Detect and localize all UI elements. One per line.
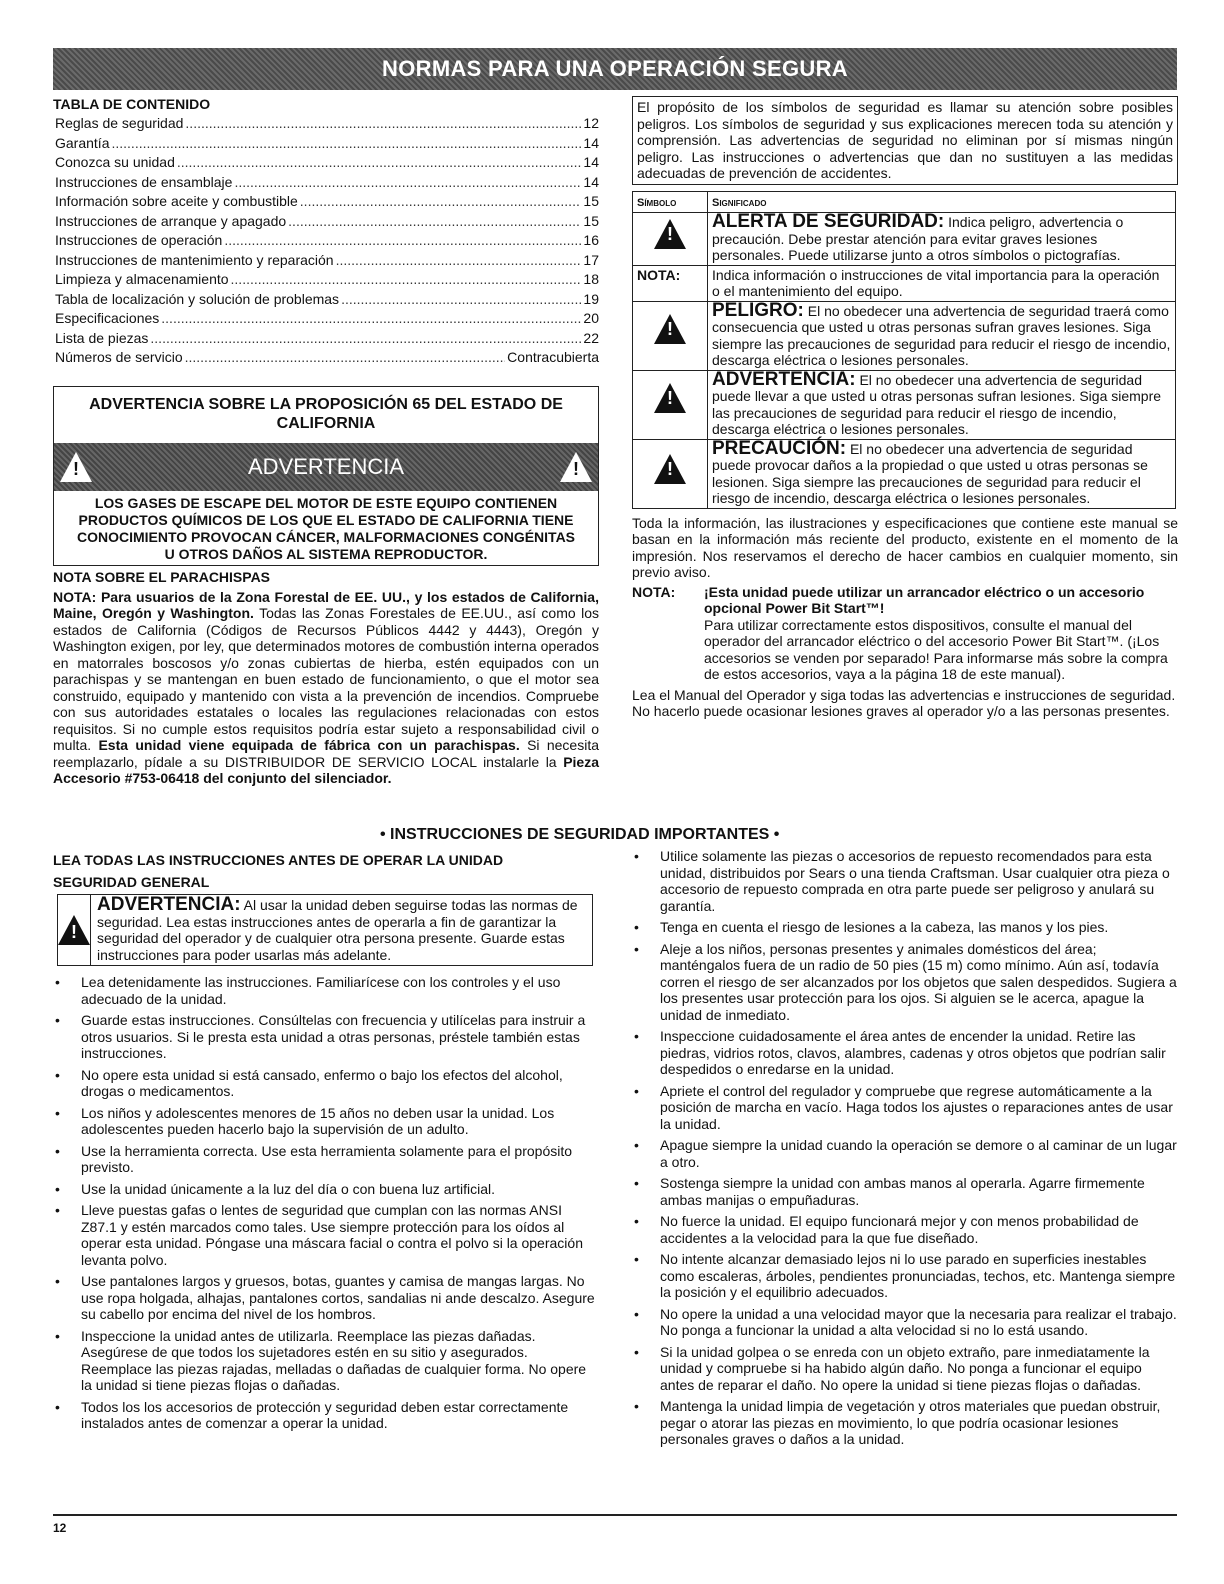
nota-2 <box>632 584 1178 683</box>
prop65-box <box>53 386 599 566</box>
list-item-text: Sostenga siempre la unidad con ambas manos al operarla. Agarre firmemente ambas manijas o empuñaduras. <box>660 1175 1145 1208</box>
toc-label: Lista de piezas <box>55 329 149 346</box>
list-item-text: Use la herramienta correcta. Use esta herramienta solamente para el propósito previsto. <box>81 1142 573 1175</box>
list-item <box>53 1181 599 1198</box>
toc-item <box>55 348 599 368</box>
spark-lead: NOTA: Para usuarios de la Zona Forestal de EE. UU., y los estados de California, Maine, Oregón y Washington. <box>53 588 599 621</box>
read-all-heading: LEA TODAS LAS INSTRUCCIONES ANTES DE OPERAR LA UNIDAD <box>53 852 504 868</box>
list-item-text: No opere esta unidad si está cansado, enfermo o bajo los efectos del alcohol, drogas o medicamentos. <box>81 1066 563 1099</box>
bullet-icon: • <box>634 1028 639 1044</box>
list-item <box>53 1202 599 1268</box>
toc-label: Especificaciones <box>55 310 160 326</box>
warning-triangle-icon: ! <box>58 915 90 945</box>
toc-page: 19 <box>583 290 599 307</box>
bullet-icon: • <box>634 1398 639 1414</box>
bullet-icon: • <box>55 1398 60 1415</box>
bullet-icon: • <box>634 1343 639 1360</box>
toc-label: Información sobre aceite y combustible <box>55 193 298 209</box>
list-item <box>632 1175 1178 1208</box>
list-item-text: Inspeccione cuidadosamente el área antes de encender la unidad. Retire las piedras, vidrios rotos, clavos, alambres, cadenas y otros objetos que podrían salir despedidos o enredarse en la unidad. <box>660 1028 1166 1077</box>
toc-label: Conozca su unidad <box>55 154 175 170</box>
list-item-text: Use la unidad únicamente a la luz del día o con buena luz artificial. <box>81 1180 496 1197</box>
list-item-text: Use pantalones largos y gruesos, botas, guantes y camisa de mangas largas. No use ropa holgada, alhajas, pantalones cortos, sandalias ni ande descalzo. Asegure su cabello por encima del nivel de los hombros. <box>81 1273 595 1322</box>
toc-item <box>55 231 599 251</box>
bullet-icon: • <box>55 1142 60 1159</box>
toc-leader <box>150 329 581 349</box>
prop65-title: ADVERTENCIA SOBRE LA PROPOSICIÓN 65 DEL ESTADO DE CALIFORNIA <box>89 395 563 432</box>
list-item-text: Mantenga la unidad limpia de vegetación y otros materiales que puedan obstruir, pegar o atorar las piezas en movimiento, lo que podría ocasionar lesiones personales graves o daños a la unidad. <box>660 1398 1161 1447</box>
list-item <box>632 1306 1178 1339</box>
toc-page: 14 <box>583 134 599 151</box>
meaning-column-header: Significado <box>712 196 767 209</box>
toc-page: 15 <box>583 212 599 229</box>
lower-right <box>632 848 1178 1453</box>
list-item-text: Apriete el control del regulador y compruebe que regrese automáticamente a la posición de marcha en vacío. Haga todos los ajustes o reparaciones antes de usar la unidad. <box>660 1082 1173 1132</box>
list-item-text: No opere la unidad a una velocidad mayor que la necesaria para realizar el trabajo. No ponga a funcionar la unidad a alta velocidad si no lo está usando. <box>660 1305 1177 1338</box>
bullet-icon: • <box>634 1251 639 1267</box>
toc-leader <box>185 348 506 368</box>
list-item <box>632 1398 1178 1448</box>
right-column <box>632 96 1178 720</box>
caution-triangle-icon: ! <box>654 454 686 484</box>
toc-leader <box>300 192 582 212</box>
symbols-intro: El propósito de los símbolos de seguridad es llamar su atención sobre posibles peligros. Los símbolos de seguridad y sus explicaciones merecen toda su atención y comprensión. Las advertencias de seguridad no eliminan por sí mismas ningún peligro. Las instrucciones o advertencias que dan no sustituyen a las medidas adecuadas de prevención de accidentes. <box>632 96 1178 185</box>
list-item <box>632 919 1178 936</box>
toc-label: Limpieza y almacenamiento <box>55 271 229 287</box>
toc-label: Garantía <box>55 134 110 151</box>
toc-label: Números de servicio <box>55 349 183 365</box>
list-item <box>53 974 599 1007</box>
warning-text: El no obedecer una advertencia de seguridad puede llevar a que usted u otras personas sufran lesiones. Siga siempre las precauciones de seguridad para reducir el riesgo de incendio, descarga eléctrica o lesiones personales. <box>712 371 1162 437</box>
symbol-row <box>633 213 1176 266</box>
list-item <box>632 848 1178 914</box>
toc-page: 12 <box>583 115 599 131</box>
page-number: 12 <box>53 1521 67 1535</box>
table-of-contents <box>53 114 599 368</box>
list-item <box>632 1137 1178 1170</box>
symbol-row <box>633 370 1176 439</box>
spark-title: NOTA SOBRE EL PARACHISPAS <box>53 568 271 585</box>
list-item <box>632 1251 1178 1301</box>
warning-triangle-icon: ! <box>60 452 92 482</box>
list-item <box>53 1105 599 1138</box>
toc-leader <box>341 290 581 310</box>
toc-leader <box>161 309 581 329</box>
bullet-icon: • <box>55 1273 60 1289</box>
toc-leader <box>224 231 581 251</box>
danger-head: PELIGRO: <box>712 299 804 321</box>
toc-item <box>55 329 599 349</box>
toc-item <box>55 134 599 154</box>
bullet-icon: • <box>634 1137 639 1153</box>
bullet-icon: • <box>634 919 639 935</box>
footer-rule <box>53 1514 1177 1516</box>
list-item-text: Guarde estas instrucciones. Consúltelas con frecuencia y utilícelas para instruir a otros usuarios. Si le presta esta unidad a otras personas, préstele también estas instrucciones. <box>81 1012 586 1061</box>
spark-bold3: Pieza Accesorio #753-06418 del conjunto del silenciador. <box>53 753 599 786</box>
list-item <box>632 1028 1178 1078</box>
list-item-text: Lea detenidamente las instrucciones. Familiarícese con los controles y el uso adecuado de la unidad. <box>81 974 561 1007</box>
toc-page: Contracubierta <box>507 349 599 365</box>
list-item <box>53 1067 599 1100</box>
toc-item <box>55 212 599 232</box>
spark-bold2: Esta unidad viene equipada de fábrica con un parachispas. <box>98 737 520 753</box>
toc-page: 16 <box>583 232 599 248</box>
bullet-icon: • <box>55 1327 60 1344</box>
general-warning-box <box>57 894 593 966</box>
toc-label: Instrucciones de ensamblaje <box>55 173 233 190</box>
list-item <box>53 1328 599 1394</box>
warning-triangle-icon: ! <box>654 383 686 413</box>
toc-leader <box>177 153 582 173</box>
toc-page: 14 <box>583 154 599 170</box>
toc-leader <box>336 251 582 271</box>
list-item-text: No fuerce la unidad. El equipo funcionará mejor y con menos probabilidad de accidentes a la velocidad para la que fue diseñado. <box>660 1213 1139 1246</box>
list-item-text: Aleje a los niños, personas presentes y animales domésticos del área; manténgalos fuera de un radio de 50 pies (15 m) como mínimo. Aún así, todavía corren el riesgo de ser alcanzados por los objetos que salen despedidos. Sugiera a los presentes usar protección para los ojos. Si alguien se le acerca, apague la unidad de inmediato. <box>660 940 1177 1023</box>
list-item-text: Los niños y adolescentes menores de 15 años no deben usar la unidad. Los adolescentes pueden hacerlo bajo la supervisión de un adulto. <box>81 1104 555 1137</box>
bullet-icon: • <box>55 974 60 990</box>
toc-page: 22 <box>583 329 599 346</box>
list-item-text: Lleve puestas gafas o lentes de seguridad que cumplan con las normas ANSI Z87.1 y estén marcados como tales. Use siempre protección para los oídos al operar esta unidad. Póngase una máscara facial o contra el polvo si la operación levanta polvo. <box>81 1202 583 1268</box>
toc-label: Instrucciones de arranque y apagado <box>55 212 287 229</box>
symbol-row <box>633 265 1176 301</box>
lower-left <box>53 852 599 1437</box>
symbol-row <box>633 439 1176 508</box>
bullet-icon: • <box>55 1104 60 1121</box>
toc-item <box>55 173 599 193</box>
prop65-bar-label: ADVERTENCIA <box>247 453 405 479</box>
prop65-warning-bar <box>54 443 598 491</box>
toc-leader <box>231 270 582 290</box>
general-warning-head: ADVERTENCIA: <box>97 894 241 915</box>
toc-label: Instrucciones de operación <box>55 232 223 248</box>
alert-triangle-icon: ! <box>654 219 686 249</box>
read-manual-paragraph: Lea el Manual del Operador y siga todas las advertencias e instrucciones de seguridad. No hacerlo puede ocasionar lesiones graves al operador y/o a las personas presentes. <box>632 686 1176 719</box>
bullet-icon: • <box>634 1082 639 1099</box>
toc-leader <box>111 134 581 154</box>
toc-item <box>55 251 599 271</box>
nota-label: NOTA: <box>637 266 681 283</box>
alert-text: Indica peligro, advertencia o precaución. Debe prestar atención para evitar graves lesiones personales. Puede utilizarse junto a otros símbolos o pictografías. <box>712 214 1124 263</box>
caution-text: El no obedecer una advertencia de seguridad puede provocar daños a la propiedad o que usted u otras personas se lesionen. Siga siempre las precauciones de seguridad para reducir el riesgo de incendio, descarga eléctrica o lesiones personales. <box>712 440 1148 506</box>
list-item-text: Todos los los accesorios de protección y seguridad deben estar correctamente instalados antes de comenzar a operar la unidad. <box>81 1398 569 1431</box>
toc-page: 18 <box>583 271 599 287</box>
list-item <box>632 1344 1178 1394</box>
left-bullet-list <box>53 974 599 1432</box>
important-heading: • INSTRUCCIONES DE SEGURIDAD IMPORTANTES • <box>380 826 780 843</box>
bullet-icon: • <box>634 1213 639 1229</box>
alert-head: ALERTA DE SEGURIDAD: <box>712 211 945 232</box>
toc-item <box>55 192 599 212</box>
nota-text: Indica información o instrucciones de vital importancia para la operación o el mantenimiento del equipo. <box>708 265 1176 301</box>
left-column <box>53 96 599 787</box>
bullet-icon: • <box>634 1175 639 1191</box>
toc-label: Tabla de localización y solución de problemas <box>55 290 340 307</box>
toc-page: 15 <box>583 193 599 209</box>
bullet-icon: • <box>55 1180 60 1197</box>
toc-leader <box>185 114 581 134</box>
toc-item <box>55 114 599 134</box>
toc-title: TABLA DE CONTENIDO <box>53 96 211 112</box>
bullet-icon: • <box>634 940 639 957</box>
list-item-text: Si la unidad golpea o se enreda con un objeto extraño, pare inmediatamente la unidad y compruebe si ha habido algún daño. No ponga a funcionar el equipo antes de reparar el daño. No opere la unidad si tiene piezas flojas o dañadas. <box>660 1343 1150 1393</box>
list-item <box>53 1012 599 1062</box>
general-safety-heading: SEGURIDAD GENERAL <box>53 874 210 890</box>
toc-page: 14 <box>583 173 599 190</box>
nota-2-label: NOTA: <box>632 583 676 600</box>
bullet-icon: • <box>55 1066 60 1083</box>
spark-text <box>53 589 599 787</box>
toc-item <box>55 153 599 173</box>
toc-label: Instrucciones de mantenimiento y reparación <box>55 251 334 268</box>
right-bullet-list <box>632 848 1178 1448</box>
page-banner: NORMAS PARA UNA OPERACIÓN SEGURA <box>53 48 1177 90</box>
warning-head: ADVERTENCIA: <box>712 368 856 390</box>
caution-head: PRECAUCIÓN: <box>712 437 847 459</box>
symbol-column-header: Símbolo <box>637 196 677 209</box>
general-warning-text: Al usar la unidad deben seguirse todas las normas de seguridad. Lea estas instrucciones antes de operarla a fin de garantizar la seguridad del operador y de cualquier otra persona presente. Guarde estas instrucciones para poder usarlas más adelante. <box>97 897 578 963</box>
nota-2-text: Para utilizar correctamente estos dispositivos, consulte el manual del operador del arrancador eléctrico o del accesorio Power Bit Start™. (¡Los accesorios se venden por separado! Para informarse más sobre la compra de estos accesorios, vaya a la página 18 de este manual). <box>704 616 1168 682</box>
toc-item <box>55 309 599 329</box>
list-item-text: Utilice solamente las piezas o accesorios de repuesto recomendados para esta unidad, distribuidos por Sears o una tienda Craftsman. Usar cualquier otra pieza o accesorio de repuesto comprada en otra parte puede ser peligroso y anulará su garantía. <box>660 848 1170 914</box>
symbol-row <box>633 301 1176 370</box>
danger-triangle-icon: ! <box>654 314 686 344</box>
warning-triangle-icon: ! <box>560 452 592 482</box>
toc-leader <box>288 212 581 232</box>
bullet-icon: • <box>55 1202 60 1218</box>
list-item <box>632 1083 1178 1133</box>
symbols-table <box>632 191 1176 509</box>
toc-page: 17 <box>583 251 599 268</box>
spark-body2: Si necesita reemplazarlo, pídale a su DISTRIBUIDOR DE SERVICIO LOCAL instalarle la <box>53 737 600 770</box>
list-item-text: Tenga en cuenta el riesgo de lesiones a la cabeza, las manos y los pies. <box>660 919 1109 935</box>
info-paragraph: Toda la información, las ilustraciones y especificaciones que contiene este manual se basan en la información más reciente del producto, existente en el momento de la impresión. Nos reservamos el derecho de hacer cambios en cualquier momento, sin previo aviso. <box>632 514 1178 580</box>
toc-label: Reglas de seguridad <box>55 115 184 131</box>
list-item <box>53 1273 599 1323</box>
spark-body: Todas las Zonas Forestales de EE.UU., así como los estados de California (Códigos de Recursos Públicos 4442 y 4443), Oregón y Washington exigen, por ley, que determinados motores de combustión interna operados en matorrales boscosos y/o zonas cubiertas de hierba, estén equipados con un parachispas y se mantengan en buen estado de funcionamiento, o que el motor sea construido, equipado y mantenido con vista a la prevención de incendios. Compruebe con sus autoridades estatales o locales las regulaciones relacionadas con estos requisitos. Si no cumple estos requisitos podría estar sujeto a responsabilidad civil o multa. <box>53 605 599 753</box>
danger-text: El no obedecer una advertencia de seguridad traerá como consecuencia que usted u otras personas sufran graves lesiones. Siga siempre las precauciones de seguridad para reducir el riesgo de incendio, descarga eléctrica o lesiones personales. <box>712 302 1171 368</box>
list-item <box>632 1213 1178 1246</box>
list-item <box>53 1143 599 1176</box>
list-item-text: No intente alcanzar demasiado lejos ni lo use parado en superficies inestables como escaleras, árboles, pendientes pronunciadas, techos, etc. Mantenga siempre la posición y el equilibrio adecuados. <box>660 1251 1176 1300</box>
toc-item <box>55 270 599 290</box>
nota-2-bold: ¡Esta unidad puede utilizar un arrancador eléctrico o un accesorio opcional Power Bit Start™! <box>704 583 1145 616</box>
toc-item <box>55 290 599 310</box>
bullet-icon: • <box>634 848 639 864</box>
list-item-text: Apague siempre la unidad cuando la operación se demore o al caminar de un lugar a otro. <box>660 1137 1177 1170</box>
toc-leader <box>234 173 581 193</box>
list-item <box>53 1399 599 1432</box>
bullet-icon: • <box>55 1012 60 1028</box>
list-item-text: Inspeccione la unidad antes de utilizarla. Reemplace las piezas dañadas. Asegúrese de que todos los sujetadores estén en su sitio y asegurados. Reemplace las piezas rajadas, melladas o dañadas de cualquier forma. No opere la unidad si tiene piezas flojas o dañadas. <box>81 1327 587 1393</box>
toc-page: 20 <box>583 310 599 326</box>
prop65-body: LOS GASES DE ESCAPE DEL MOTOR DE ESTE EQUIPO CONTIENEN PRODUCTOS QUÍMICOS DE LOS QUE EL ESTADO DE CALIFORNIA TIENE CONOCIMIENTO PROVOCAN CÁNCER, MALFORMACIONES CONGÉNITAS U OTROS DAÑOS AL SISTEMA REPRODUCTOR. <box>76 494 576 562</box>
bullet-icon: • <box>634 1305 639 1322</box>
list-item <box>632 941 1178 1024</box>
